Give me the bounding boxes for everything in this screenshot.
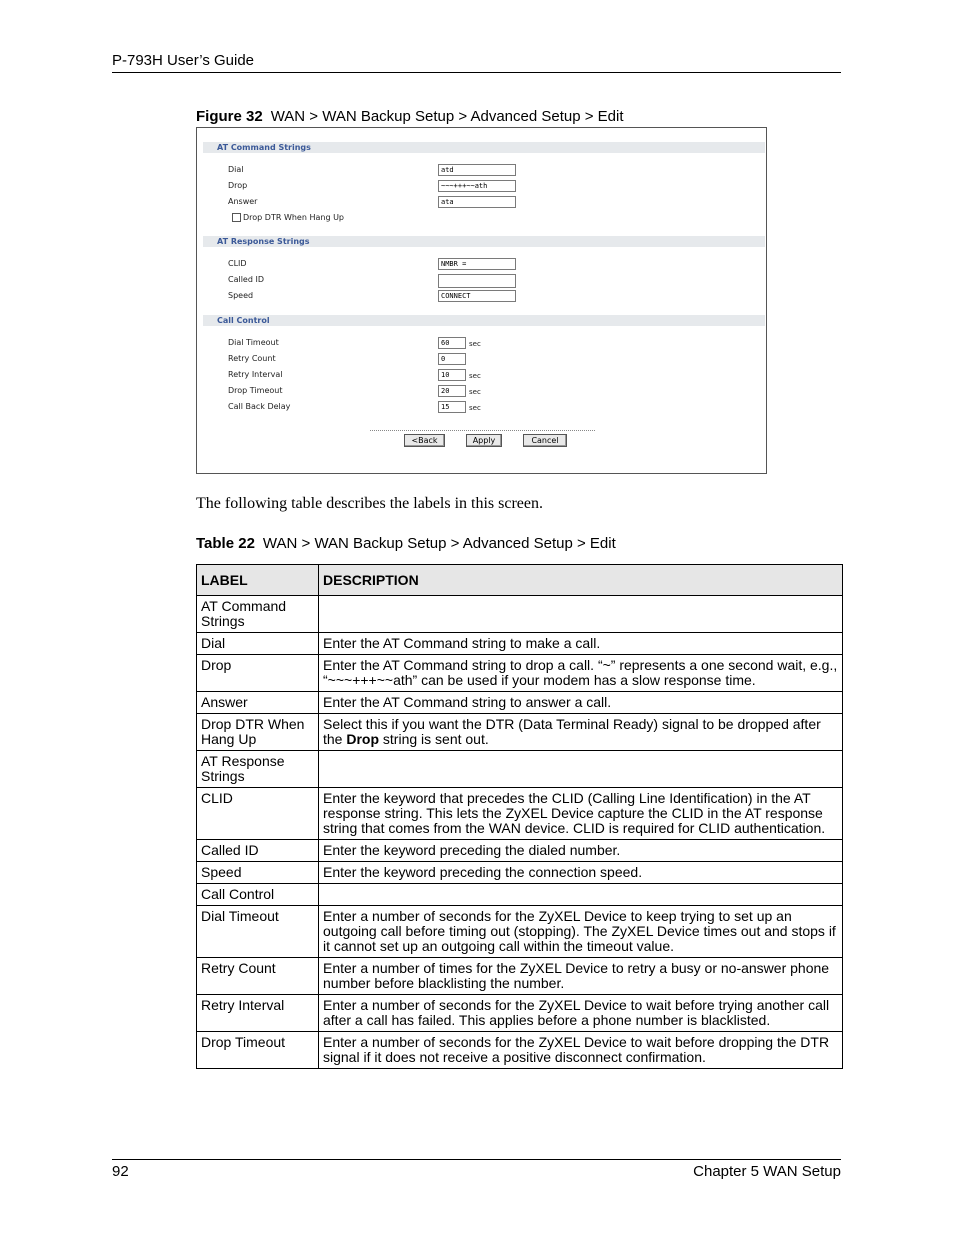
intro-paragraph: The following table describes the labels in this screen. xyxy=(196,495,544,512)
dial-input[interactable]: atd xyxy=(438,164,516,176)
guide-title: P-793H User’s Guide xyxy=(112,52,255,69)
row-description: Enter a number of seconds for the ZyXEL Device to wait before trying another call after a call has failed. This applies before a phone number is blacklisted. xyxy=(319,995,843,1032)
chapter-title: Chapter 5 WAN Setup xyxy=(693,1163,841,1180)
section-at-response-strings: AT Response Strings xyxy=(203,236,765,247)
row-label: Answer xyxy=(197,692,319,714)
speed-label: Speed xyxy=(228,291,254,300)
drop-dtr-checkbox[interactable] xyxy=(232,213,241,222)
desc-text: string is sent out. xyxy=(379,731,489,747)
dial-timeout-unit: sec xyxy=(469,340,481,348)
row-description xyxy=(319,884,843,906)
call-back-delay-input[interactable]: 15 xyxy=(438,401,466,413)
row-description: Enter the keyword preceding the connection speed. xyxy=(319,862,843,884)
table-row xyxy=(197,958,843,995)
apply-button[interactable]: Apply xyxy=(466,434,502,447)
row-label: Drop Timeout xyxy=(197,1032,319,1069)
retry-interval-label: Retry Interval xyxy=(228,370,283,379)
row-description: Enter a number of times for the ZyXEL Device to retry a busy or no-answer phone number before blacklisting the number. xyxy=(319,958,843,995)
row-description: Enter the keyword that precedes the CLID (Calling Line Identification) in the AT response string. This lets the ZyXEL Device capture the CLID in the AT response string that comes from the WAN device. CLID is required for CLID authentication. xyxy=(319,788,843,840)
desc-text: Select this if you want the DTR (Data Terminal Ready) signal to be dropped after the xyxy=(323,716,821,747)
row-label: Drop xyxy=(197,655,319,692)
figure-caption xyxy=(196,108,624,125)
table-row xyxy=(197,884,843,906)
table-title: WAN > WAN Backup Setup > Advanced Setup > Edit xyxy=(262,535,616,552)
header-description: DESCRIPTION xyxy=(319,565,843,596)
page-footer xyxy=(112,1159,841,1180)
drop-timeout-input[interactable]: 20 xyxy=(438,385,466,397)
button-divider xyxy=(370,430,595,431)
figure-title: WAN > WAN Backup Setup > Advanced Setup > Edit xyxy=(270,108,624,125)
row-label: CLID xyxy=(197,788,319,840)
table-header-row xyxy=(197,565,843,596)
figure-label: Figure 32 xyxy=(196,108,263,125)
row-label: Retry Count xyxy=(197,958,319,995)
drop-timeout-unit: sec xyxy=(469,388,481,396)
row-description xyxy=(319,596,843,633)
row-description: Enter the AT Command string to drop a call. “~” represents a one second wait, e.g., “~~~+++~~ath” can be used if your modem has a slow response time. xyxy=(319,655,843,692)
retry-interval-unit: sec xyxy=(469,372,481,380)
row-description: Enter the AT Command string to answer a call. xyxy=(319,692,843,714)
row-label: Call Control xyxy=(197,884,319,906)
row-description: Enter a number of seconds for the ZyXEL Device to wait before dropping the DTR signal if it does not receive a positive disconnect confirmation. xyxy=(319,1032,843,1069)
row-label: Called ID xyxy=(197,840,319,862)
row-label: Dial Timeout xyxy=(197,906,319,958)
table-row xyxy=(197,995,843,1032)
called-id-input[interactable] xyxy=(438,274,516,288)
page-number: 92 xyxy=(112,1163,129,1180)
table-row xyxy=(197,906,843,958)
speed-input[interactable]: CONNECT xyxy=(438,290,516,302)
wan-backup-edit-screenshot xyxy=(196,127,767,474)
label-description-table xyxy=(196,564,843,1069)
row-description: Enter the keyword preceding the dialed number. xyxy=(319,840,843,862)
table-row xyxy=(197,633,843,655)
row-description xyxy=(319,751,843,788)
retry-count-input[interactable]: 0 xyxy=(438,353,466,365)
call-back-delay-unit: sec xyxy=(469,404,481,412)
table-row xyxy=(197,596,843,633)
header-label: LABEL xyxy=(197,565,319,596)
table-row xyxy=(197,751,843,788)
row-description: Enter a number of seconds for the ZyXEL Device to keep trying to set up an outgoing call before timing out (stopping). The ZyXEL Device times out and stops if it cannot set up an outgoing call within the timeout value. xyxy=(319,906,843,958)
retry-count-label: Retry Count xyxy=(228,354,276,363)
table-row xyxy=(197,692,843,714)
table-row xyxy=(197,1032,843,1069)
row-label: AT Response Strings xyxy=(197,751,319,788)
table-row xyxy=(197,788,843,840)
call-back-delay-label: Call Back Delay xyxy=(228,402,291,411)
row-label: Dial xyxy=(197,633,319,655)
page-header xyxy=(112,52,841,73)
table-row xyxy=(197,655,843,692)
drop-input[interactable]: ~~~+++~~ath xyxy=(438,180,516,192)
row-description: Enter the AT Command string to make a call. xyxy=(319,633,843,655)
drop-label: Drop xyxy=(228,181,248,190)
called-id-label: Called ID xyxy=(228,275,264,284)
table-row xyxy=(197,714,843,751)
back-button[interactable]: <Back xyxy=(404,434,445,447)
row-label: Drop DTR When Hang Up xyxy=(197,714,319,751)
table-row xyxy=(197,840,843,862)
clid-input[interactable]: NMBR = xyxy=(438,258,516,270)
section-at-command-strings: AT Command Strings xyxy=(203,142,765,153)
table-label: Table 22 xyxy=(196,535,255,552)
drop-timeout-label: Drop Timeout xyxy=(228,386,283,395)
dial-timeout-input[interactable]: 60 xyxy=(438,337,466,349)
section-call-control: Call Control xyxy=(203,315,765,326)
retry-interval-input[interactable]: 10 xyxy=(438,369,466,381)
clid-label: CLID xyxy=(228,259,247,268)
row-label: AT Command Strings xyxy=(197,596,319,633)
row-description xyxy=(319,714,843,751)
dial-label: Dial xyxy=(228,165,244,174)
answer-input[interactable]: ata xyxy=(438,196,516,208)
row-label: Speed xyxy=(197,862,319,884)
table-row xyxy=(197,862,843,884)
dial-timeout-label: Dial Timeout xyxy=(228,338,279,347)
drop-dtr-label: Drop DTR When Hang Up xyxy=(243,213,344,222)
cancel-button[interactable]: Cancel xyxy=(523,434,567,447)
table-caption xyxy=(196,535,616,552)
row-label: Retry Interval xyxy=(197,995,319,1032)
answer-label: Answer xyxy=(228,197,258,206)
desc-bold-text: Drop xyxy=(346,731,380,747)
